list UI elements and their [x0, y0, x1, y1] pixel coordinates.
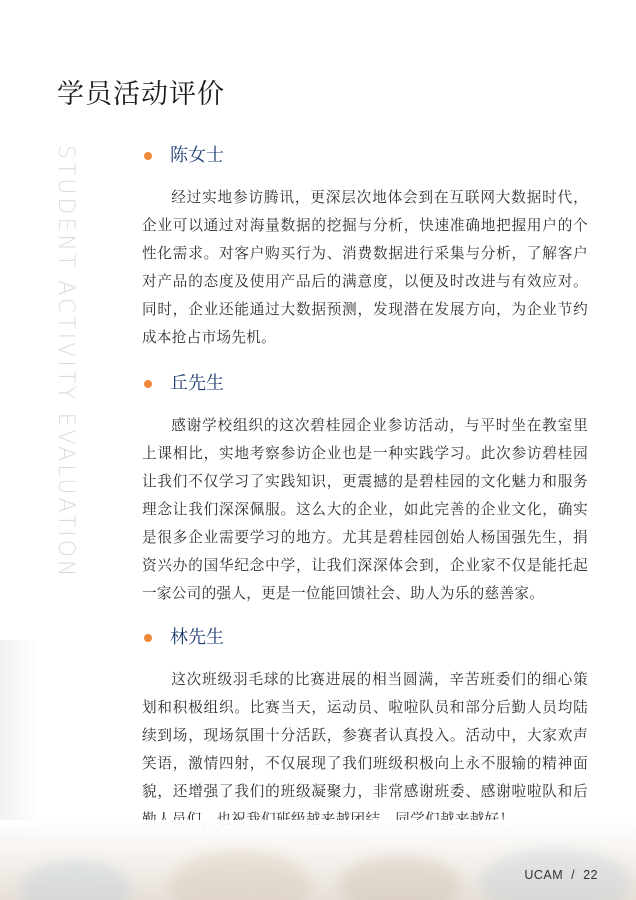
entry-header	[142, 624, 588, 652]
footer-brand: UCAM	[524, 868, 564, 882]
entry-name: 陈女士	[170, 145, 224, 166]
evaluation-entry	[142, 624, 588, 834]
footer-page-number: 22	[583, 868, 598, 882]
entry-body: 经过实地参访腾讯，更深层次地体会到在互联网大数据时代，企业可以通过对海量数据的挖掘与分析，快速准确地把握用户的个性化需求。对客户购买行为、消费数据进行采集与分析，了解客户对产品的态度及使用产品后的满意度，以便及时改进与有效应对。同时，企业还能通过大数据预测，发现潜在发展方向，为企业节约成本抢占市场先机。	[142, 189, 588, 346]
page-number	[524, 868, 598, 882]
bullet-dot-icon	[144, 634, 152, 642]
footer-separator: /	[571, 868, 576, 882]
entry-body: 感谢学校组织的这次碧桂园企业参访活动，与平时坐在教室里上课相比，实地考察参访企业也是一种实践学习。此次参访碧桂园让我们不仅学习了实践知识，更震撼的是碧桂园的文化魅力和服务理念让我们深深佩服。这么大的企业，如此完善的企业文化，确实是很多企业需要学习的地方。尤其是碧桂园创始人杨国强先生，捐资兴办的国华纪念中学，让我们深深体会到，企业家不仅是能托起一家公司的强人，更是一位能回馈社会、助人为乐的慈善家。	[142, 417, 588, 602]
footer-background-photo	[0, 820, 636, 900]
entry-name: 林先生	[170, 627, 224, 648]
entry-name: 丘先生	[170, 373, 224, 394]
evaluation-entry	[142, 370, 588, 608]
entry-header	[142, 142, 588, 170]
bullet-dot-icon	[144, 380, 152, 388]
page-title: 学员活动评价	[57, 79, 225, 110]
decorative-fade	[0, 640, 40, 840]
entry-header	[142, 370, 588, 398]
bullet-dot-icon	[144, 152, 152, 160]
evaluation-entry	[142, 142, 588, 352]
entry-body: 这次班级羽毛球的比赛进展的相当圆满，辛苦班委们的细心策划和积极组织。比赛当天，运动员、啦啦队员和部分后勤人员均陆续到场，现场氛围十分活跃，参赛者认真投入。活动中，大家欢声笑语，激情四射，不仅展现了我们班级积极向上永不服输的精神面貌，还增强了我们的班级凝聚力，非常感谢班委、感谢啦啦队和后	[142, 671, 588, 800]
side-vertical-text: STUDENT ACTIVITY EVALUATION	[53, 145, 78, 580]
